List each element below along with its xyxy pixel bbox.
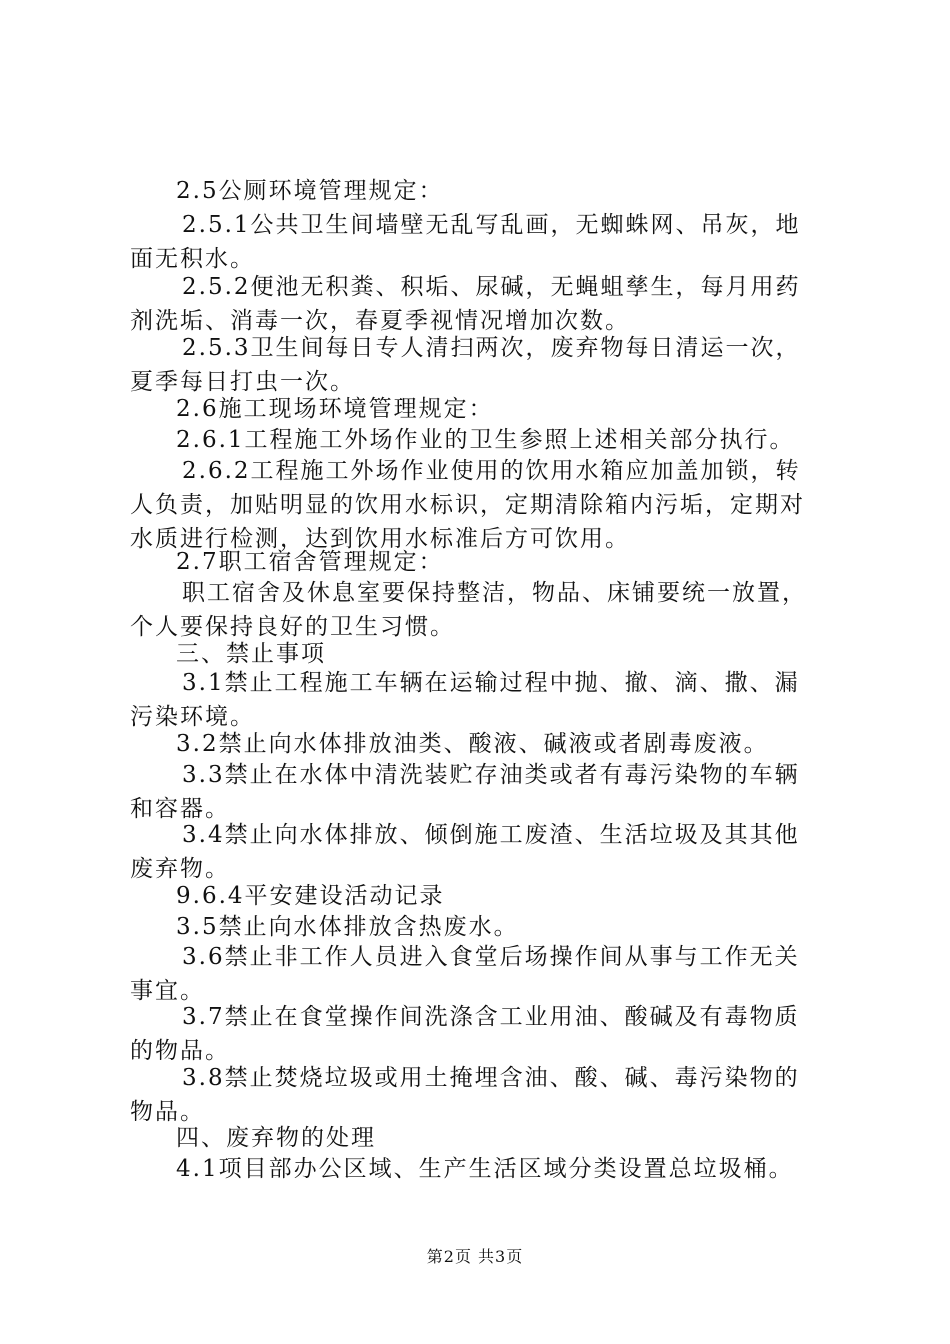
text-line: 和容器。 [130,796,230,822]
text-line: 2.5公厕环境管理规定： [176,178,444,204]
text-line: 3.2禁止向水体排放油类、酸液、碱液或者剧毒废液。 [176,731,769,757]
text-line: 水质进行检测，达到饮用水标准后方可饮用。 [130,526,630,552]
text-line: 2.7职工宿舍管理规定： [176,549,444,575]
text-line: 人负责，加贴明显的饮用水标识，定期清除箱内污垢，定期对 [130,492,805,518]
paragraph-3-8 [130,1061,830,1129]
text-line: 2.6施工现场环境管理规定： [176,396,494,422]
paragraph-3-6 [130,940,830,1008]
text-line: 3.1禁止工程施工车辆在运输过程中抛、撤、滴、撒、漏 [182,670,800,696]
paragraph-2-6-1 [130,423,876,457]
text-line: 剂洗垢、消毒一次，春夏季视情况增加次数。 [130,308,630,334]
text-line: 3.4禁止向水体排放、倾倒施工废渣、生活垃圾及其其他 [182,822,800,848]
paragraph-4-1 [130,1152,876,1186]
text-line: 3.3禁止在水体中清洗装贮存油类或者有毒污染物的车辆 [182,762,800,788]
paragraph-3-2 [130,727,876,761]
heading-2-5 [130,174,876,208]
text-line: 2.5.3卫生间每日专人清扫两次，废弃物每日清运一次， [182,335,801,361]
text-line: 3.8禁止焚烧垃圾或用土掩埋含油、酸、碱、毒污染物的 [182,1065,800,1091]
text-line: 个人要保持良好的卫生习惯。 [130,614,455,640]
text-line: 四、废弃物的处理 [176,1125,376,1151]
paragraph-3-1 [130,666,830,734]
text-line: 面无积水。 [130,246,255,272]
paragraph-3-3 [130,758,830,826]
heading-2-7 [130,545,876,579]
paragraph-3-7 [130,1000,830,1068]
text-line: 9.6.4平安建设活动记录 [176,883,445,909]
text-line: 3.5禁止向水体排放含热废水。 [176,914,519,940]
paragraph-dormitory [130,576,830,644]
text-line: 事宜。 [130,978,205,1004]
paragraph-2-5-1 [130,208,830,276]
paragraph-3-4 [130,818,830,886]
paragraph-2-6-2 [130,454,830,556]
paragraph-2-5-3 [130,331,830,399]
heading-2-6 [130,392,876,426]
text-line: 废弃物。 [130,856,230,882]
text-line: 三、禁止事项 [176,641,326,667]
text-line: 2.6.1工程施工外场作业的卫生参照上述相关部分执行。 [176,427,795,453]
paragraph-9-6-4 [130,879,876,913]
text-line: 2.5.2便池无积粪、积垢、尿碱，无蝇蛆孳生，每月用药 [182,274,801,300]
text-line: 夏季每日打虫一次。 [130,369,355,395]
text-line: 污染环境。 [130,704,255,730]
page-footer: 第2页 共3页 [426,1247,524,1266]
heading-section-4 [130,1121,876,1155]
text-line: 物品。 [130,1099,205,1125]
text-line: 3.7禁止在食堂操作间洗涤含工业用油、酸碱及有毒物质 [182,1004,800,1030]
text-line: 职工宿舍及休息室要保持整洁，物品、床铺要统一放置， [182,580,807,606]
text-line: 4.1项目部办公区域、生产生活区域分类设置总垃圾桶。 [176,1156,794,1182]
text-line: 2.6.2工程施工外场作业使用的饮用水箱应加盖加锁，转 [182,458,801,484]
paragraph-3-5 [130,910,876,944]
paragraph-2-5-2 [130,270,830,338]
text-line: 2.5.1公共卫生间墙壁无乱写乱画，无蜘蛛网、吊灰，地 [182,212,801,238]
text-line: 3.6禁止非工作人员进入食堂后场操作间从事与工作无关 [182,944,800,970]
text-line: 的物品。 [130,1038,230,1064]
